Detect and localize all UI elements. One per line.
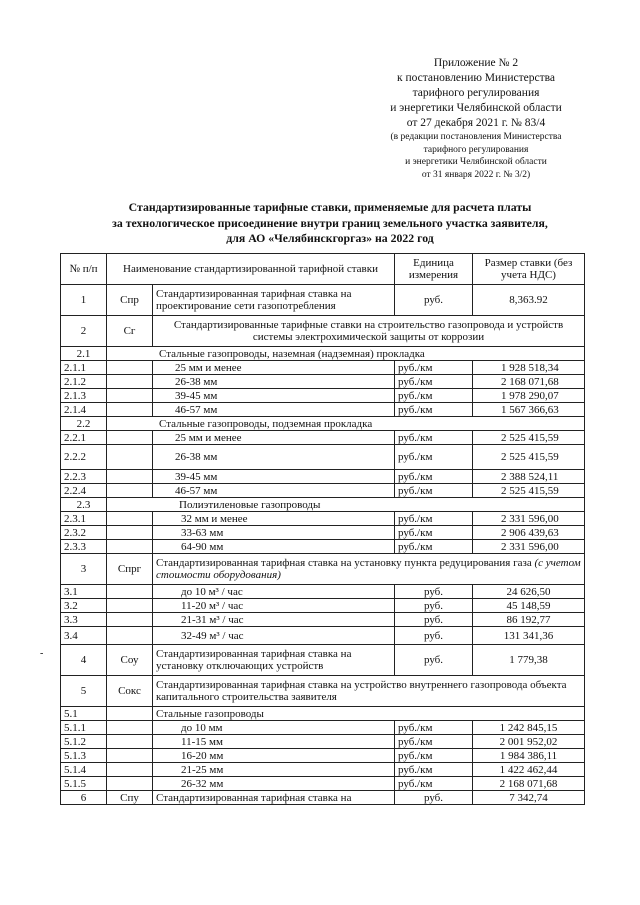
table-row [61, 676, 585, 707]
table-row [61, 285, 585, 316]
cell-value: 1 242 845,15 [473, 721, 585, 735]
table-row [61, 403, 585, 417]
cell-name: Стандартизированная тарифная ставка на [153, 791, 395, 805]
header-unit: Единица измерения [395, 254, 473, 285]
appendix-line: к постановлению Министерства [396, 72, 555, 84]
table-row [61, 417, 585, 431]
cell-unit: руб. [395, 599, 473, 613]
cell-unit: руб./км [395, 540, 473, 554]
table-row [61, 599, 585, 613]
table-row [61, 721, 585, 735]
edition-note-line: от 31 января 2022 г. № 3/2) [421, 169, 531, 180]
cell-value: 2 388 524,11 [473, 470, 585, 484]
table-row [61, 512, 585, 526]
cell-unit: руб./км [395, 763, 473, 777]
header-rate: Размер ставки (без учета НДС) [473, 254, 585, 285]
appendix-line: и энергетики Челябинской области [390, 102, 562, 114]
cell-unit: руб. [395, 585, 473, 599]
cell-value: 131 341,36 [473, 627, 585, 645]
table-row [61, 585, 585, 599]
cell-code [107, 445, 153, 470]
cell-value: 1 567 366,63 [473, 403, 585, 417]
appendix-line: тарифного регулирования [412, 87, 540, 99]
cell-name: 21-25 мм [153, 763, 395, 777]
cell-name: 39-45 мм [153, 470, 395, 484]
cell-value: 2 001 952,02 [473, 735, 585, 749]
table-row [61, 777, 585, 791]
cell-code [107, 585, 153, 599]
cell-code [107, 484, 153, 498]
cell-code [107, 749, 153, 763]
table-row [61, 526, 585, 540]
cell-value: 1 779,38 [473, 645, 585, 676]
appendix-block [360, 56, 592, 181]
table-row [61, 749, 585, 763]
cell-name: Стальные газопроводы [153, 707, 585, 721]
cell-num: 2.1 [61, 347, 107, 361]
cell-name: 25 мм и менее [153, 431, 395, 445]
cell-name: 32 мм и менее [153, 512, 395, 526]
cell-num: 2.3.1 [61, 512, 107, 526]
cell-num: 1 [61, 285, 107, 316]
cell-unit: руб. [395, 627, 473, 645]
cell-code [107, 431, 153, 445]
cell-value: 24 626,50 [473, 585, 585, 599]
cell-name: 11-20 м³ / час [153, 599, 395, 613]
cell-value: 2 525 415,59 [473, 484, 585, 498]
cell-code: Спр [107, 285, 153, 316]
cell-name: 46-57 мм [153, 484, 395, 498]
cell-unit: руб./км [395, 470, 473, 484]
cell-unit: руб./км [395, 749, 473, 763]
document-title [60, 200, 600, 247]
table-row [61, 645, 585, 676]
cell-code: Сокс [107, 676, 153, 707]
cell-code [107, 707, 153, 721]
cell-unit: руб. [395, 613, 473, 627]
cell-value: 2 331 596,00 [473, 540, 585, 554]
cell-value: 8,363.92 [473, 285, 585, 316]
cell-code [107, 777, 153, 791]
table-row [61, 445, 585, 470]
cell-name: 16-20 мм [153, 749, 395, 763]
cell-code [107, 627, 153, 645]
cell-code [107, 526, 153, 540]
cell-unit: руб. [395, 645, 473, 676]
cell-num: 4 [61, 645, 107, 676]
cell-value: 2 168 071,68 [473, 375, 585, 389]
cell-num: 2.2.3 [61, 470, 107, 484]
table-row [61, 735, 585, 749]
header-name: Наименование стандартизированной тарифной ставки [107, 254, 395, 285]
table-row [61, 431, 585, 445]
cell-num: 2.2 [61, 417, 107, 431]
appendix-line: от 27 декабря 2021 г. № 83/4 [406, 117, 546, 129]
cell-name: Стандартизированная тарифная ставка на устройство внутреннего газопровода объекта капитального строительства заявителя [153, 676, 585, 707]
cell-code [107, 540, 153, 554]
cell-code [107, 763, 153, 777]
cell-num: 3 [61, 554, 107, 585]
cell-value: 1 422 462,44 [473, 763, 585, 777]
cell-code [107, 375, 153, 389]
table-row [61, 316, 585, 347]
cell-unit: руб./км [395, 431, 473, 445]
title-line: за технологическое присоединение внутри границ земельного участка заявителя, [112, 215, 548, 230]
cell-value: 86 192,77 [473, 613, 585, 627]
cell-value: 2 331 596,00 [473, 512, 585, 526]
table-row [61, 347, 585, 361]
cell-value: 1 928 518,34 [473, 361, 585, 375]
cell-code: Спу [107, 791, 153, 805]
cell-code [107, 599, 153, 613]
cell-value: 45 148,59 [473, 599, 585, 613]
table-row [61, 389, 585, 403]
table-row [61, 554, 585, 585]
cell-unit: руб./км [395, 526, 473, 540]
cell-num: 5.1.2 [61, 735, 107, 749]
title-line: Стандартизированные тарифные ставки, применяемые для расчета платы [128, 200, 532, 214]
cell-unit: руб./км [395, 403, 473, 417]
cell-unit: руб./км [395, 735, 473, 749]
cell-value: 2 906 439,63 [473, 526, 585, 540]
edition-note-line: (в редакции постановления Министерства [390, 132, 562, 142]
cell-name: 26-38 мм [153, 375, 395, 389]
table-row [61, 763, 585, 777]
edition-note-line: тарифного регулирования [423, 144, 529, 155]
cell-name: 32-49 м³ / час [153, 627, 395, 645]
cell-code: Сг [107, 316, 153, 347]
cell-num: 2.1.2 [61, 375, 107, 389]
cell-name: 26-38 мм [153, 445, 395, 470]
cell-num: 5.1.1 [61, 721, 107, 735]
cell-unit: руб./км [395, 777, 473, 791]
cell-num: 5.1.5 [61, 777, 107, 791]
cell-unit: руб./км [395, 375, 473, 389]
cell-unit: руб. [395, 285, 473, 316]
cell-value: 1 978 290,07 [473, 389, 585, 403]
cell-name-italic: (с учетом стоимости оборудования) [156, 557, 581, 581]
cell-name: 39-45 мм [153, 389, 395, 403]
cell-code [107, 512, 153, 526]
table-row [61, 707, 585, 721]
cell-code: Соу [107, 645, 153, 676]
cell-num: 2.1.4 [61, 403, 107, 417]
cell-name: до 10 мм [153, 721, 395, 735]
cell-num: 2.3.3 [61, 540, 107, 554]
table-row [61, 540, 585, 554]
rates-table [60, 253, 585, 805]
cell-value: 7 342,74 [473, 791, 585, 805]
cell-unit: руб./км [395, 389, 473, 403]
cell-num: 6 [61, 791, 107, 805]
cell-num: 5.1.4 [61, 763, 107, 777]
cell-name: 25 мм и менее [153, 361, 395, 375]
cell-num: 2.1.1 [61, 361, 107, 375]
cell-num: 2.3.2 [61, 526, 107, 540]
cell-code [107, 361, 153, 375]
cell-unit: руб./км [395, 512, 473, 526]
cell-value: 1 984 386,11 [473, 749, 585, 763]
cell-num: 5.1.3 [61, 749, 107, 763]
cell-num: 2.2.1 [61, 431, 107, 445]
cell-num: 5.1 [61, 707, 107, 721]
cell-num: 2.2.4 [61, 484, 107, 498]
cell-value: 2 525 415,59 [473, 445, 585, 470]
cell-num: 2.1.3 [61, 389, 107, 403]
cell-num: 2.3 [61, 498, 107, 512]
cell-name: 46-57 мм [153, 403, 395, 417]
cell-value: 2 168 071,68 [473, 777, 585, 791]
edition-note-line: и энергетики Челябинской области [405, 157, 547, 168]
cell-name [153, 554, 585, 585]
table-row [61, 613, 585, 627]
cell-code: Спрг [107, 554, 153, 585]
header-num: № п/п [61, 254, 107, 285]
cell-code [107, 389, 153, 403]
cell-name: Стандартизированные тарифные ставки на строительство газопровода и устройств системы электрохимической защиты от коррозии [153, 316, 585, 347]
cell-unit: руб./км [395, 484, 473, 498]
cell-value: 2 525 415,59 [473, 431, 585, 445]
cell-name: Стальные газопроводы, подземная прокладка [107, 417, 585, 431]
table-row [61, 498, 585, 512]
cell-num: 3.4 [61, 627, 107, 645]
appendix-line: Приложение № 2 [433, 57, 519, 69]
cell-num: 2.2.2 [61, 445, 107, 470]
table-row [61, 627, 585, 645]
cell-code [107, 470, 153, 484]
margin-mark: - [40, 648, 44, 659]
cell-num: 3.2 [61, 599, 107, 613]
cell-code [107, 403, 153, 417]
cell-unit: руб./км [395, 721, 473, 735]
cell-code [107, 613, 153, 627]
cell-code [107, 721, 153, 735]
table-row [61, 375, 585, 389]
table-row [61, 791, 585, 805]
header-row [61, 254, 585, 285]
cell-name: 11-15 мм [153, 735, 395, 749]
cell-name: 26-32 мм [153, 777, 395, 791]
cell-unit: руб. [395, 791, 473, 805]
cell-name: 33-63 мм [153, 526, 395, 540]
cell-unit: руб./км [395, 361, 473, 375]
cell-name: 21-31 м³ / час [153, 613, 395, 627]
cell-num: 5 [61, 676, 107, 707]
cell-name: Стальные газопроводы, наземная (надземная) прокладка [107, 347, 585, 361]
cell-name: Стандартизированная тарифная ставка на установку отключающих устройств [153, 645, 395, 676]
cell-name: 64-90 мм [153, 540, 395, 554]
table-row [61, 484, 585, 498]
cell-num: 2 [61, 316, 107, 347]
cell-name: Стандартизированная тарифная ставка на проектирование сети газопотребления [153, 285, 395, 316]
table-row [61, 470, 585, 484]
cell-name: Полиэтиленовые газопроводы [107, 498, 585, 512]
table-row [61, 361, 585, 375]
cell-name-text: Стандартизированная тарифная ставка на установку пункта редуцирования газа [156, 557, 532, 569]
cell-num: 3.1 [61, 585, 107, 599]
title-line: для АО «Челябинскгоргаз» на 2022 год [226, 231, 434, 245]
cell-code [107, 735, 153, 749]
cell-name: до 10 м³ / час [153, 585, 395, 599]
cell-unit: руб./км [395, 445, 473, 470]
cell-num: 3.3 [61, 613, 107, 627]
